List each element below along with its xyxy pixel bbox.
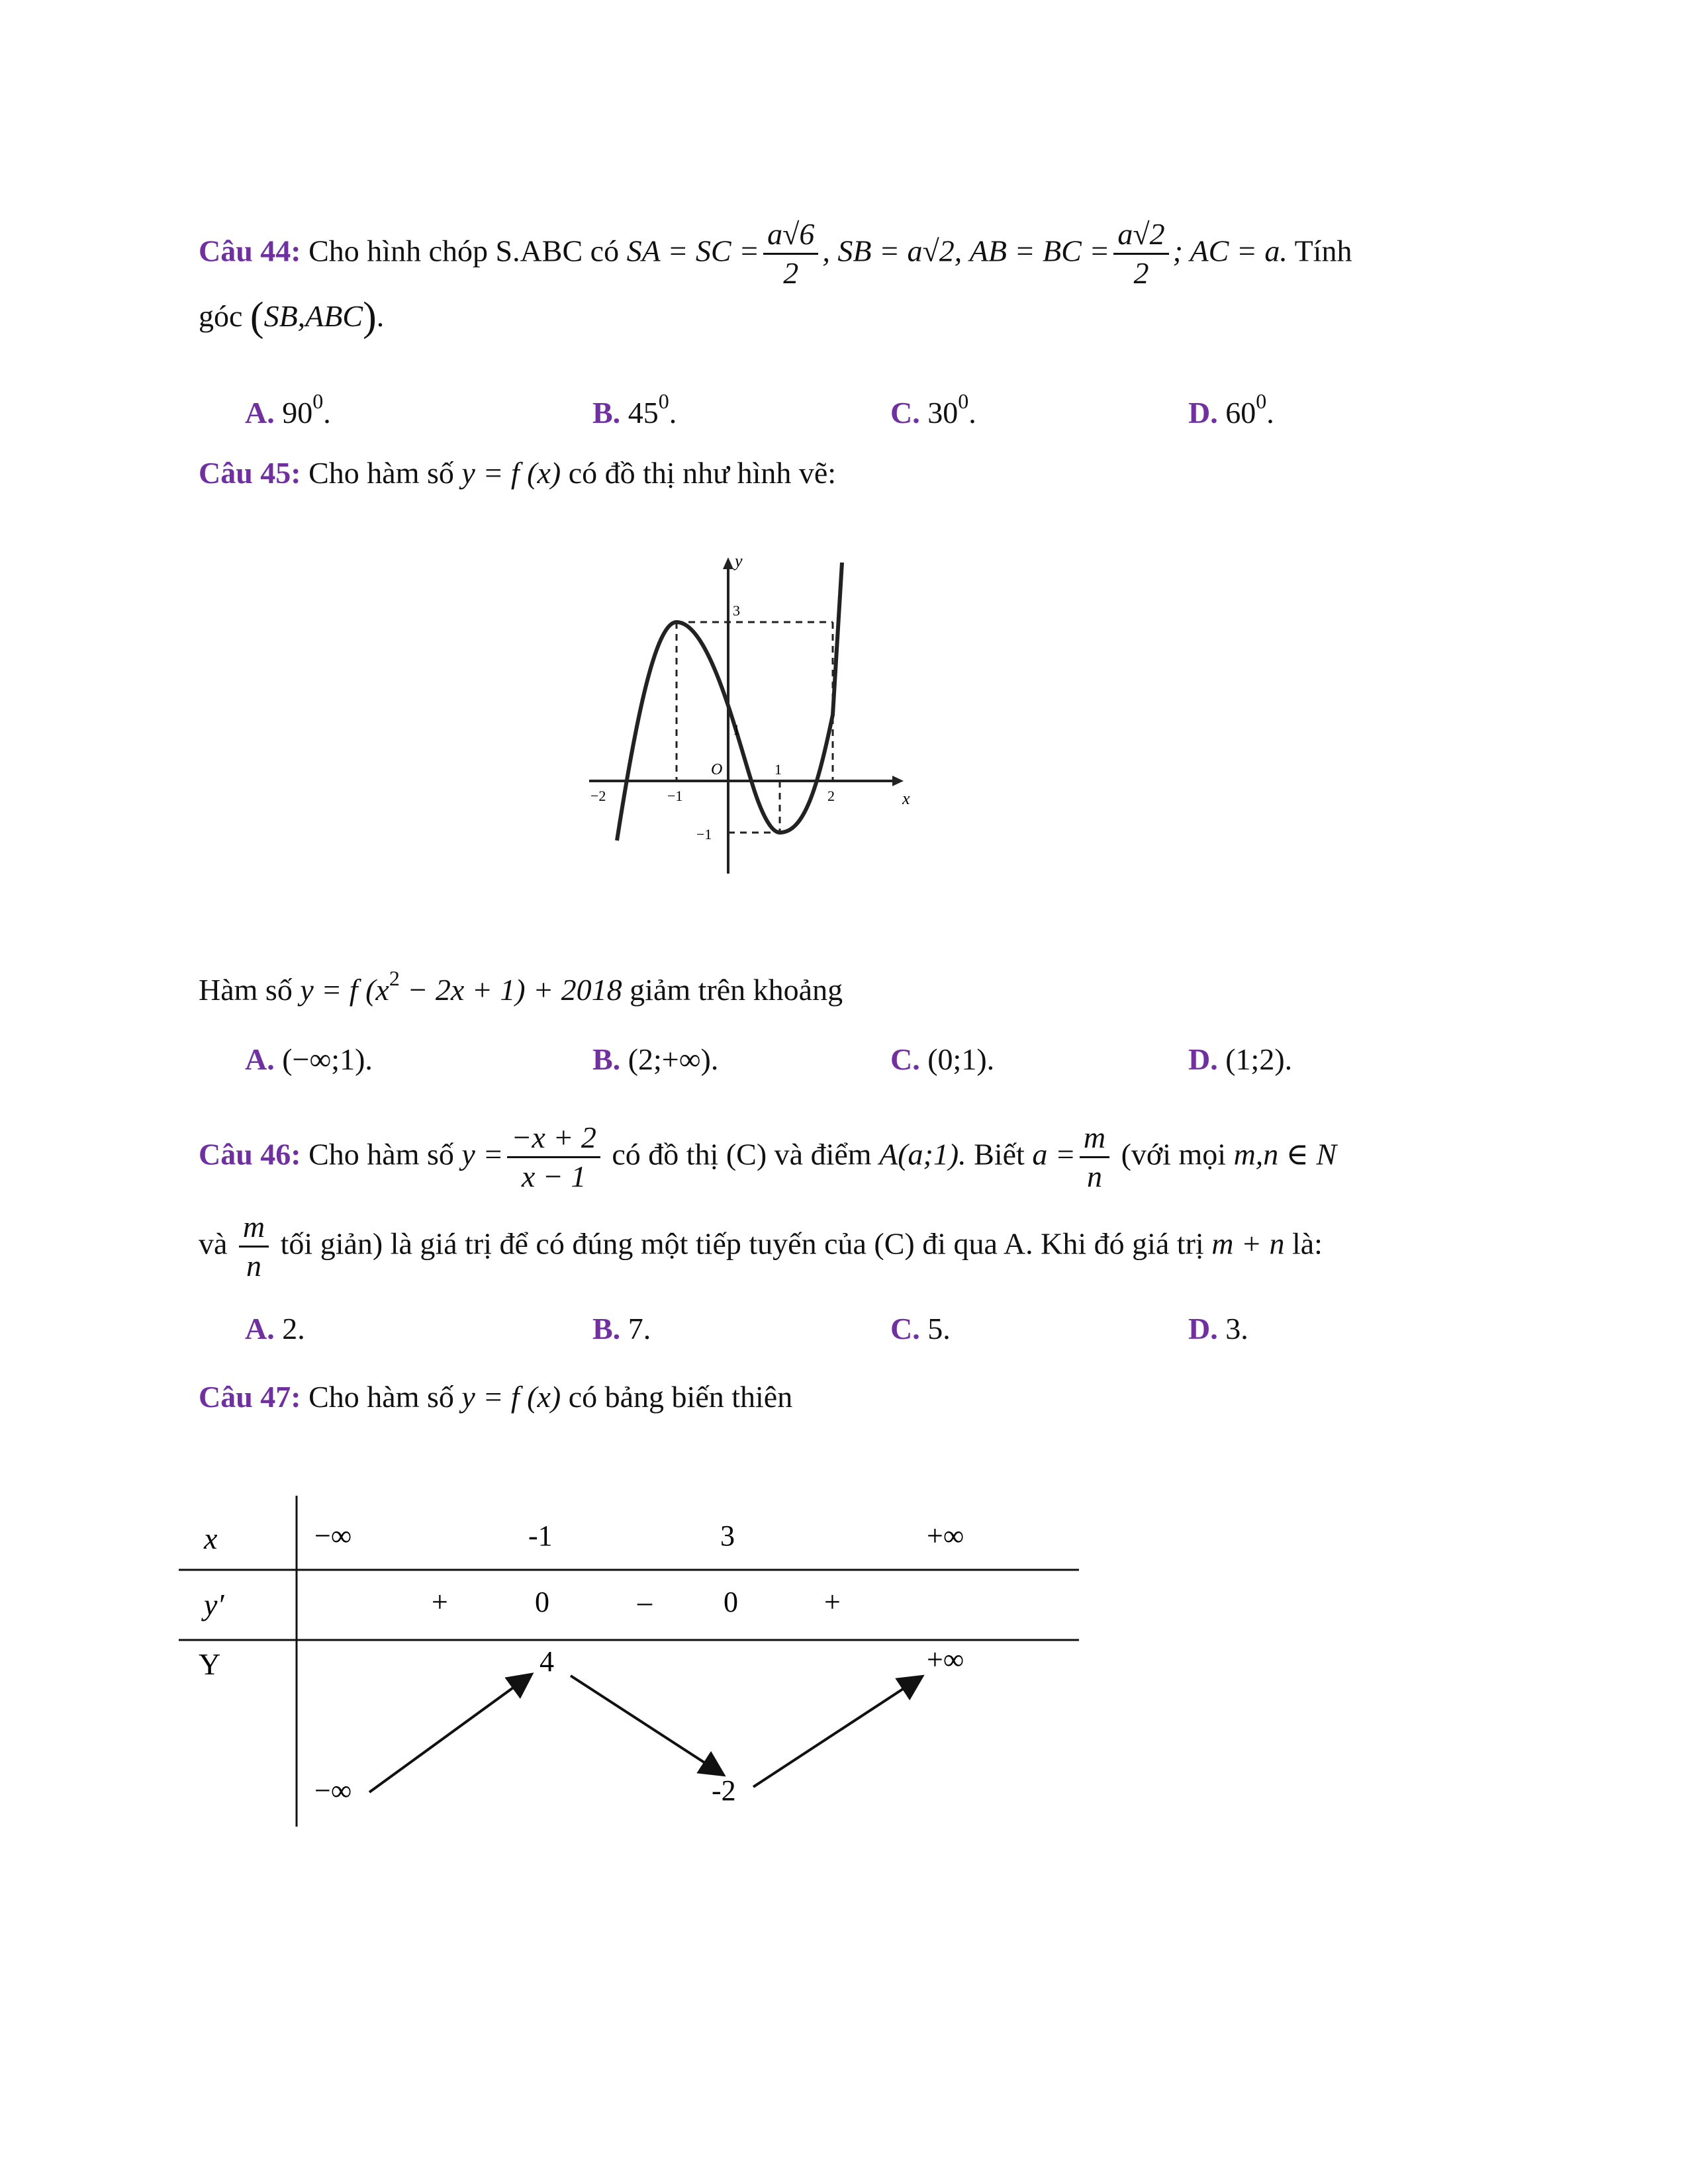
q45-statement <box>199 968 843 1005</box>
option-letter: D. <box>1188 1312 1218 1345</box>
q46-den: x − 1 <box>521 1160 586 1194</box>
x-value: +∞ <box>927 1520 964 1552</box>
q46-a-frac <box>1080 1122 1109 1193</box>
q46-option-a[interactable] <box>245 1314 305 1344</box>
q46-text5: tối giản) là giá trị để có đúng một tiếp tuyến của (C) đi qua A. Khi đó giá trị <box>280 1226 1204 1261</box>
q44-text3: góc <box>199 299 243 333</box>
q46-text4: (với mọi <box>1121 1137 1227 1171</box>
q44-eq3-num: a√2 <box>1113 218 1168 255</box>
option-letter: C. <box>890 1312 920 1345</box>
y-value-pos-inf: +∞ <box>927 1643 964 1676</box>
q44-option-c[interactable] <box>890 390 976 428</box>
option-letter: B. <box>592 1312 621 1345</box>
arrow-increasing-2 <box>753 1678 920 1787</box>
q46-option-c[interactable] <box>890 1314 951 1344</box>
option-letter: B. <box>592 396 621 430</box>
option-sup: 0 <box>1256 389 1267 413</box>
arrow-decreasing <box>571 1676 722 1774</box>
option-letter: B. <box>592 1042 621 1076</box>
q44-label: Câu 44: <box>199 234 301 268</box>
q45-option-d[interactable] <box>1188 1044 1292 1075</box>
tick-y-1: 1 <box>733 721 740 738</box>
q44-option-a[interactable] <box>245 390 331 428</box>
arrow-increasing-1 <box>369 1676 530 1792</box>
x-value: -1 <box>528 1520 553 1552</box>
option-value: (−∞;1). <box>282 1042 373 1076</box>
option-letter: A. <box>245 396 275 430</box>
q44-angle: SB,ABC <box>263 299 363 333</box>
q47-text2: có bảng biến thiên <box>568 1380 793 1414</box>
q44-eq1-frac <box>763 218 818 290</box>
axis-label-x: x <box>902 789 910 808</box>
q45-func: y = f (x) <box>461 456 561 490</box>
option-value: 2. <box>282 1312 305 1345</box>
q44-eq1-lhs: SA = SC = <box>626 234 760 268</box>
q46-sum: m + n <box>1211 1226 1285 1261</box>
row-header-x: x <box>204 1522 218 1555</box>
q46-mn-den: n <box>246 1249 262 1283</box>
option-tail: . <box>968 396 976 430</box>
option-value: (1;2). <box>1225 1042 1293 1076</box>
option-tail: . <box>323 396 331 430</box>
q47-func: y = f (x) <box>461 1380 561 1414</box>
q45-option-a[interactable] <box>245 1044 373 1075</box>
y-value-min: -2 <box>712 1774 736 1807</box>
q44-line1 <box>199 218 1352 290</box>
q46-and: và <box>199 1226 228 1261</box>
option-value: 60 <box>1225 396 1256 430</box>
q45-stmt-func: y = f (x <box>300 973 389 1007</box>
q46-a-eq: a = <box>1032 1137 1076 1171</box>
q46-mn-frac <box>239 1211 269 1283</box>
option-tail: . <box>1266 396 1274 430</box>
yprime-value: + <box>824 1586 841 1618</box>
q45-text1: Cho hàm số <box>308 456 454 490</box>
row-header-y: Y <box>199 1647 221 1681</box>
q46-text1: Cho hàm số <box>308 1137 454 1171</box>
yprime-value: – <box>637 1586 652 1618</box>
q45-function-graph <box>576 549 920 887</box>
q46-label: Câu 46: <box>199 1137 301 1171</box>
q45-stmt-func2: − 2x + 1) + 2018 <box>407 973 622 1007</box>
q47-line1 <box>199 1382 792 1412</box>
q47-label: Câu 47: <box>199 1380 301 1414</box>
option-letter: D. <box>1188 396 1218 430</box>
option-value: 90 <box>282 396 313 430</box>
y-value-max: 4 <box>539 1645 554 1678</box>
option-tail: . <box>669 396 677 430</box>
q44-eq1-num: a√6 <box>763 218 818 255</box>
q44-text1: Cho hình chóp S.ABC có <box>308 234 620 268</box>
q46-a-num: m <box>1080 1122 1109 1158</box>
q44-eq4: ; AC = a. <box>1172 234 1288 268</box>
q46-text6: là: <box>1291 1226 1323 1261</box>
option-letter: D. <box>1188 1042 1218 1076</box>
q44-eq1-den: 2 <box>783 256 799 291</box>
q45-text2: có đồ thị như hình vẽ: <box>568 456 837 490</box>
option-sup: 0 <box>958 389 969 413</box>
x-value: 3 <box>720 1520 735 1552</box>
option-letter: C. <box>890 1042 920 1076</box>
q44-line2: góc (SB,ABC). <box>199 295 385 340</box>
tick-x-2: 2 <box>827 788 835 804</box>
tick-y-neg1: −1 <box>696 826 712 842</box>
origin-label: O <box>711 761 723 778</box>
q45-option-b[interactable] <box>592 1044 718 1075</box>
row-header-yprime: y′ <box>204 1588 224 1621</box>
option-letter: A. <box>245 1312 275 1345</box>
option-value: 5. <box>927 1312 951 1345</box>
yprime-value: 0 <box>724 1586 738 1618</box>
q44-eq2: , SB = a√2, <box>822 234 962 268</box>
q44-paren-close: ) <box>363 295 377 340</box>
x-value: −∞ <box>314 1520 352 1552</box>
q46-set: m,n ∈ N <box>1233 1137 1337 1171</box>
option-letter: A. <box>245 1042 275 1076</box>
q44-option-b[interactable] <box>592 390 677 428</box>
option-value: 3. <box>1225 1312 1248 1345</box>
tick-x-neg2: −2 <box>590 788 606 804</box>
q46-text3: Biết <box>974 1137 1025 1171</box>
q46-text2: có đồ thị (C) và điểm <box>612 1137 872 1171</box>
option-sup: 0 <box>658 389 669 413</box>
option-letter: C. <box>890 396 920 430</box>
option-value: (0;1). <box>927 1042 995 1076</box>
q46-mn-num: m <box>239 1211 269 1248</box>
q45-label: Câu 45: <box>199 456 301 490</box>
q47-text1: Cho hàm số <box>308 1380 454 1414</box>
x-axis-arrow <box>892 776 904 786</box>
q45-option-c[interactable] <box>890 1044 994 1075</box>
q44-eq3-den: 2 <box>1133 256 1149 291</box>
q45-stmt-sup: 2 <box>389 966 400 990</box>
option-sup: 0 <box>312 389 324 413</box>
q44-text2: Tính <box>1294 234 1352 268</box>
yprime-value: + <box>432 1586 448 1618</box>
q44-eq3-lhs: AB = BC = <box>969 234 1110 268</box>
q46-y-eq: y = <box>461 1137 504 1171</box>
q45-stmt2: giảm trên khoảng <box>630 973 843 1007</box>
q45-stmt1: Hàm số <box>199 973 293 1007</box>
yprime-value: 0 <box>535 1586 549 1618</box>
y-axis-arrow <box>723 557 733 569</box>
option-value: 7. <box>628 1312 651 1345</box>
q45-line1 <box>199 458 836 488</box>
option-value: (2;+∞). <box>628 1042 719 1076</box>
q46-pointA: A(a;1). <box>879 1137 966 1171</box>
q46-line2 <box>199 1211 1323 1283</box>
option-value: 45 <box>628 396 659 430</box>
axis-label-y: y <box>735 551 743 570</box>
q44-option-d[interactable] <box>1188 390 1274 428</box>
q46-a-den: n <box>1086 1160 1102 1194</box>
q46-frac <box>507 1122 600 1193</box>
option-value: 30 <box>927 396 959 430</box>
tick-y-3: 3 <box>733 602 740 619</box>
q44-paren-open: ( <box>250 295 264 340</box>
y-value-neg-inf: −∞ <box>314 1774 352 1807</box>
q47-variation-table <box>179 1496 1092 1840</box>
tick-x-1: 1 <box>774 761 782 778</box>
q46-option-d[interactable] <box>1188 1314 1248 1344</box>
q44-eq3-frac <box>1113 218 1168 290</box>
tick-x-neg1: −1 <box>667 788 683 804</box>
q46-option-b[interactable] <box>592 1314 651 1344</box>
q46-num: −x + 2 <box>507 1122 600 1158</box>
q46-line1 <box>199 1122 1336 1193</box>
